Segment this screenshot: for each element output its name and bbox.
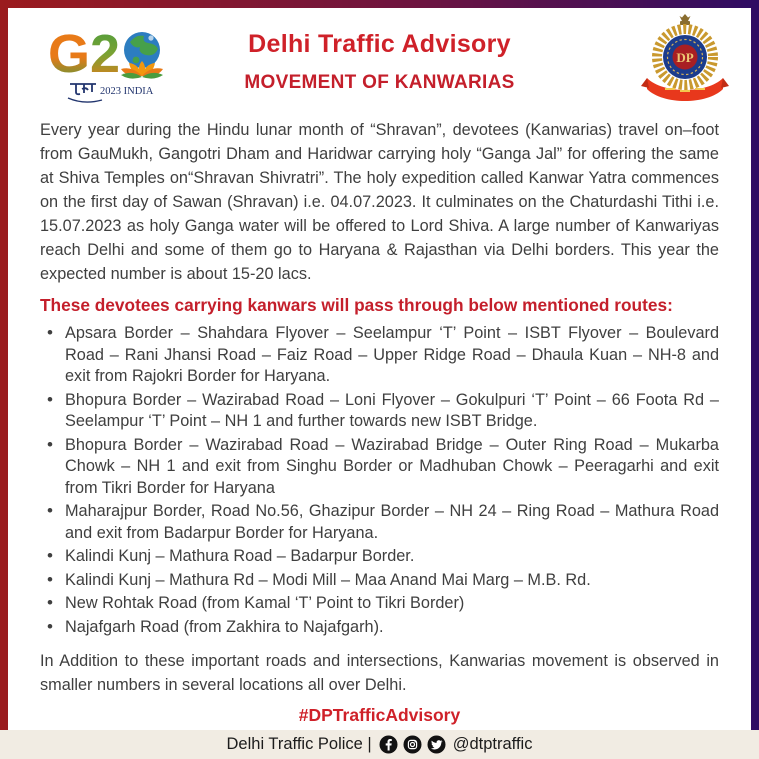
social-icons	[379, 735, 446, 754]
route-item: • New Rohtak Road (from Kamal ‘T’ Point to Tikri Border)	[40, 593, 719, 615]
routes-list	[40, 323, 719, 638]
instagram-icon	[403, 735, 422, 754]
g20-logo-icon	[30, 16, 190, 108]
g20-letter-g: G	[48, 24, 91, 84]
g20-india-logo	[30, 16, 190, 113]
page-subtitle: MOVEMENT OF KANWARIAS	[244, 72, 515, 93]
g20-letter-2: 2	[90, 24, 121, 84]
delhi-police-emblem-icon	[637, 12, 733, 110]
page-title: Delhi Traffic Advisory	[248, 30, 511, 58]
closing-paragraph: In Addition to these important roads and intersections, Kanwarias movement is observed in smaller numbers in several locations all over Delhi.	[40, 652, 719, 694]
route-item: • Apsara Border – Shahdara Flyover – Seelampur ‘T’ Point – ISBT Flyover – Boulevard Road – Rani Jhansi Road – Faiz Road – Upper Ridge Road – Dhaula Kuan – NH-8 and exit from Rajokri Border for Haryana.	[40, 323, 719, 388]
route-item: • Bhopura Border – Wazirabad Road – Loni Flyover – Gokulpuri ‘T’ Point – 66 Foota Rd – Seelampur ‘T’ Point – NH 1 and further towards new ISBT Bridge.	[40, 390, 719, 433]
ashoka-capital-icon	[680, 14, 691, 25]
badge-monogram: DP	[676, 50, 694, 65]
intro-paragraph: Every year during the Hindu lunar month of “Shravan”, devotees (Kanwarias) travel on–foot from GauMukh, Gangotri Dham and Haridwar carrying holy “Ganga Jal” for offering the same at Shiva Temples on“Shravan Shivratri”. The holy expedition called Kanwar Yatra commences on the first day of Sawan (Shravan) i.e. 04.07.2023. It culminates on the Chaturdashi Tithi i.e. 15.07.2023 as holy Ganga water will be offered to Lord Shiva. A large number of Kanwariyas reach Delhi and some of them go to Haryana & Rajasthan via Delhi borders. This year the expected number is about 15-20 lacs.	[40, 121, 719, 283]
footer-label: Delhi Traffic Police |	[226, 735, 372, 753]
bharat-devanagari-mark	[68, 84, 102, 102]
routes-heading: These devotees carrying kanwars will pass through below mentioned routes:	[40, 295, 673, 315]
footer-bar	[0, 730, 759, 759]
delhi-police-emblem	[637, 12, 733, 115]
poster-content	[8, 8, 751, 730]
route-item: • Maharajpur Border, Road No.56, Ghazipur Border – NH 24 – Ring Road – Mathura Road and exit from Badarpur Border for Haryana.	[40, 501, 719, 544]
lotus-icon	[121, 61, 163, 79]
hashtag: #DPTrafficAdvisory	[298, 705, 461, 725]
route-item: • Kalindi Kunj – Mathura Road – Badarpur Border.	[40, 546, 719, 568]
g20-year-india-text: 2023 INDIA	[100, 86, 154, 97]
route-item: • Najafgarh Road (from Zakhira to Najafgarh).	[40, 617, 719, 639]
twitter-icon	[427, 735, 446, 754]
poster-header	[40, 8, 719, 106]
facebook-icon	[379, 735, 398, 754]
route-item: • Kalindi Kunj – Mathura Rd – Modi Mill – Maa Anand Mai Marg – M.B. Rd.	[40, 570, 719, 592]
footer-handle: @dtptraffic	[452, 735, 533, 753]
route-item: • Bhopura Border – Wazirabad Road – Wazirabad Bridge – Outer Ring Road – Mukarba Chowk – NH 1 and exit from Singhu Border or Madhuban Chowk – Peeragarhi and exit from Tikri Border for Haryana	[40, 435, 719, 500]
